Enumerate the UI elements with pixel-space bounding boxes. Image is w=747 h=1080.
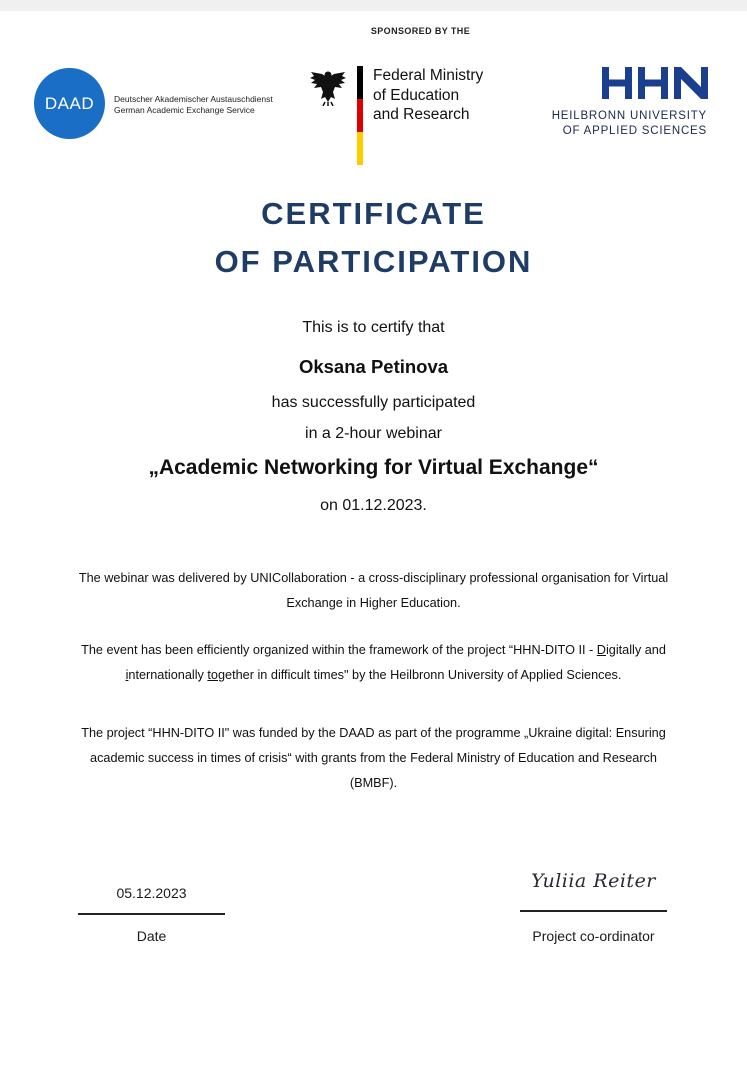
bmbf-line-3: and Research xyxy=(373,106,470,123)
daad-name-en: German Academic Exchange Service xyxy=(114,105,255,115)
framework-underline-i: i xyxy=(125,668,129,682)
bmbf-line-2: of Education xyxy=(373,86,460,104)
framework-text-4: gether in difficult times" by the Heilbronn University of Applied Sciences. xyxy=(217,668,622,682)
hhn-line-2: OF APPLIED SCIENCES xyxy=(562,125,707,137)
participation-text: has successfully participated xyxy=(271,394,476,411)
framework-underline-d: D xyxy=(596,643,606,657)
funding-paragraph: The project “HHN-DITO II" was funded by the DAAD as part of the programme „Ukraine digital: Ensuring academic success in times of crisis“ with grants from the Federal Ministry of Education and Research (BMBF). xyxy=(81,726,666,790)
framework-paragraph xyxy=(70,638,677,688)
webinar-title: „Academic Networking for Virtual Exchange“ xyxy=(148,456,599,479)
delivery-paragraph: The webinar was delivered by UNICollaboration - a cross-disciplinary professional organisation for Virtual Exchange in Higher Education. xyxy=(78,571,669,610)
daad-text xyxy=(114,94,273,116)
hhn-name xyxy=(552,109,707,139)
framework-text-2: igitally and xyxy=(605,643,666,657)
daad-name-de: Deutscher Akademischer Austauschdienst xyxy=(114,94,273,104)
framework-underline-to: to xyxy=(207,668,218,682)
participant-name: Oksana Petinova xyxy=(298,356,449,377)
federal-eagle-icon xyxy=(308,66,348,106)
sponsored-label: SPONSORED BY THE xyxy=(370,26,471,36)
hhn-line-1: HEILBRONN UNIVERSITY xyxy=(551,110,707,122)
issue-date: 05.12.2023 xyxy=(116,885,187,901)
framework-text-3: nternationally xyxy=(128,668,208,682)
webinar-text: in a 2-hour webinar xyxy=(305,425,442,442)
date-rule xyxy=(78,913,225,915)
hhn-logo xyxy=(602,67,708,99)
daad-logo: DAAD xyxy=(34,68,105,139)
german-flag-bar xyxy=(357,66,363,165)
bmbf-line-1: Federal Ministry xyxy=(373,67,484,84)
top-bar xyxy=(0,0,747,11)
certify-text: This is to certify that xyxy=(302,319,445,336)
certificate-subtitle: OF PARTICIPATION xyxy=(214,244,533,279)
signature: Yuliia Reiter xyxy=(531,870,656,892)
certificate-title: CERTIFICATE xyxy=(261,196,486,231)
framework-text-1: The event has been efficiently organized within the framework of the project “HHN-DITO II - xyxy=(81,643,597,657)
signature-rule xyxy=(520,910,667,912)
webinar-date: on 01.12.2023. xyxy=(320,497,427,514)
coordinator-label: Project co-ordinator xyxy=(532,928,655,944)
date-label: Date xyxy=(136,928,167,944)
bmbf-name xyxy=(373,66,483,125)
